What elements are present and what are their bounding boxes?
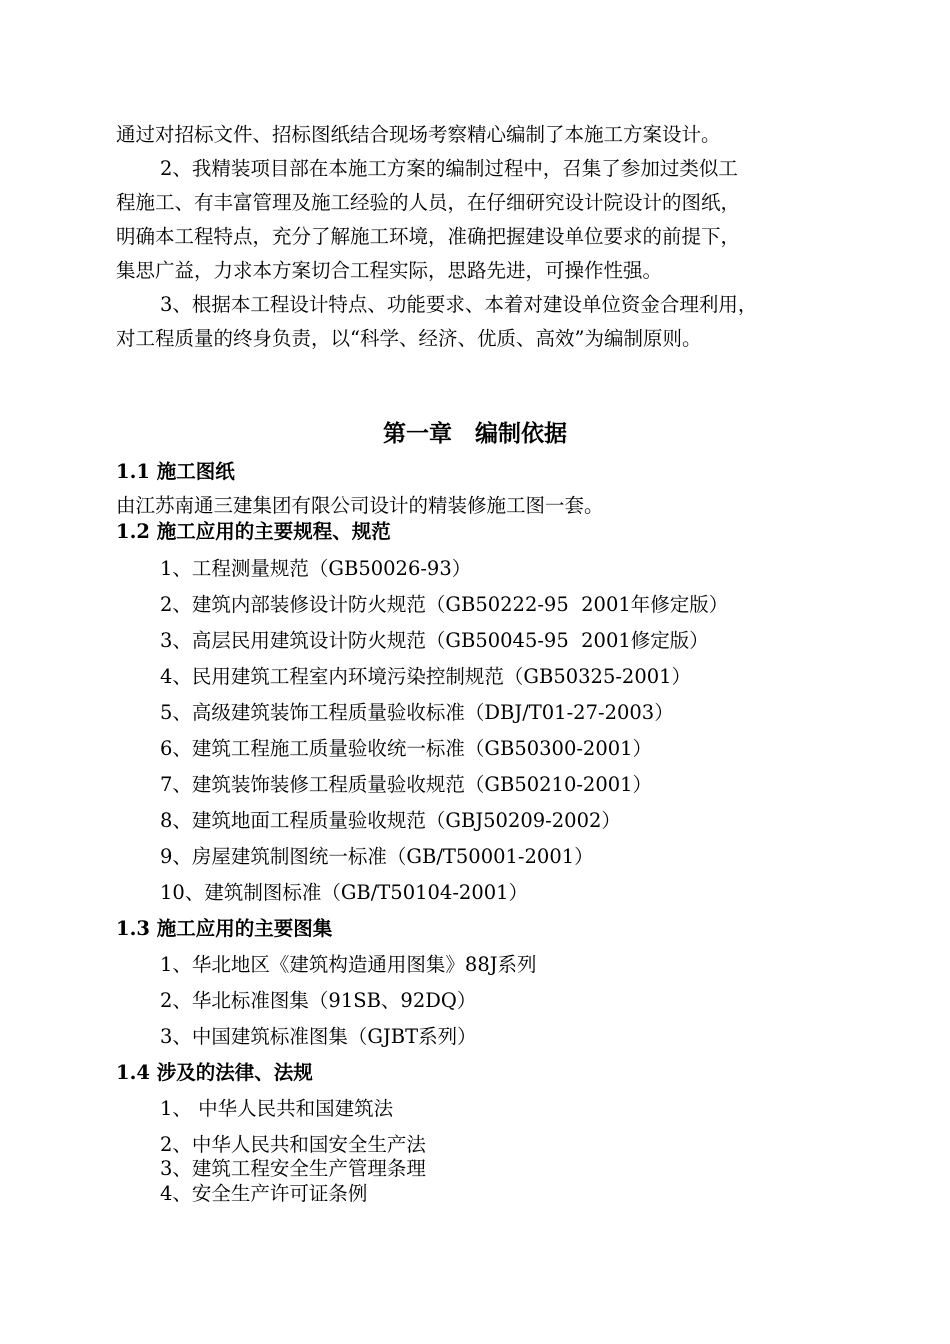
list-item: 2、中华人民共和国安全生产法 bbox=[160, 1133, 426, 1156]
paragraph-line: 通过对招标文件、招标图纸结合现场考察精心编制了本施工方案设计。 bbox=[116, 123, 721, 146]
section-text: 由江苏南通三建集团有限公司设计的精装修施工图一套。 bbox=[116, 494, 604, 517]
list-item: 4、安全生产许可证条例 bbox=[160, 1182, 368, 1205]
chapter-title: 第一章 编制依据 bbox=[383, 420, 567, 447]
paragraph-line: 3、根据本工程设计特点、功能要求、本着对建设单位资金合理利用， bbox=[160, 293, 758, 316]
list-item: 3、中国建筑标准图集（GJBT系列） bbox=[160, 1025, 477, 1048]
section-heading: 1.4 涉及的法律、法规 bbox=[116, 1061, 313, 1084]
list-item: 8、建筑地面工程质量验收规范（GBJ50209-2002） bbox=[160, 809, 621, 832]
list-item: 3、高层民用建筑设计防火规范（GB50045-95 2001修定版） bbox=[160, 629, 709, 652]
list-item: 6、建筑工程施工质量验收统一标准（GB50300-2001） bbox=[160, 737, 653, 760]
list-item: 2、建筑内部装修设计防火规范（GB50222-95 2001年修定版） bbox=[160, 593, 729, 616]
paragraph-line: 明确本工程特点，充分了解施工环境，准确把握建设单位要求的前提下， bbox=[116, 225, 741, 248]
list-item: 3、建筑工程安全生产管理条理 bbox=[160, 1157, 426, 1180]
list-item: 10、建筑制图标准（GB/T50104-2001） bbox=[160, 881, 529, 904]
list-item: 4、民用建筑工程室内环境污染控制规范（GB50325-2001） bbox=[160, 665, 692, 688]
list-item: 1、华北地区《建筑构造通用图集》88J系列 bbox=[160, 953, 537, 976]
list-item: 5、高级建筑装饰工程质量验收标准（DBJ/T01-27-2003） bbox=[160, 701, 674, 724]
paragraph-line: 集思广益，力求本方案切合工程实际，思路先进，可操作性强。 bbox=[116, 259, 663, 282]
list-item: 1、 中华人民共和国建筑法 bbox=[160, 1097, 394, 1120]
section-heading: 1.2 施工应用的主要规程、规范 bbox=[116, 520, 391, 543]
list-item: 9、房屋建筑制图统一标准（GB/T50001-2001） bbox=[160, 845, 594, 868]
list-item: 7、建筑装饰装修工程质量验收规范（GB50210-2001） bbox=[160, 773, 653, 796]
paragraph-line: 2、我精装项目部在本施工方案的编制过程中，召集了参加过类似工 bbox=[160, 157, 738, 180]
paragraph-line: 对工程质量的终身负责，以“科学、经济、优质、高效”为编制原则。 bbox=[116, 327, 702, 350]
list-item: 2、华北标准图集（91SB、92DQ） bbox=[160, 989, 477, 1012]
paragraph-line: 程施工、有丰富管理及施工经验的人员，在仔细研究设计院设计的图纸， bbox=[116, 191, 741, 214]
list-item: 1、工程测量规范（GB50026-93） bbox=[160, 557, 472, 580]
section-heading: 1.1 施工图纸 bbox=[116, 460, 235, 483]
section-heading: 1.3 施工应用的主要图集 bbox=[116, 917, 333, 940]
